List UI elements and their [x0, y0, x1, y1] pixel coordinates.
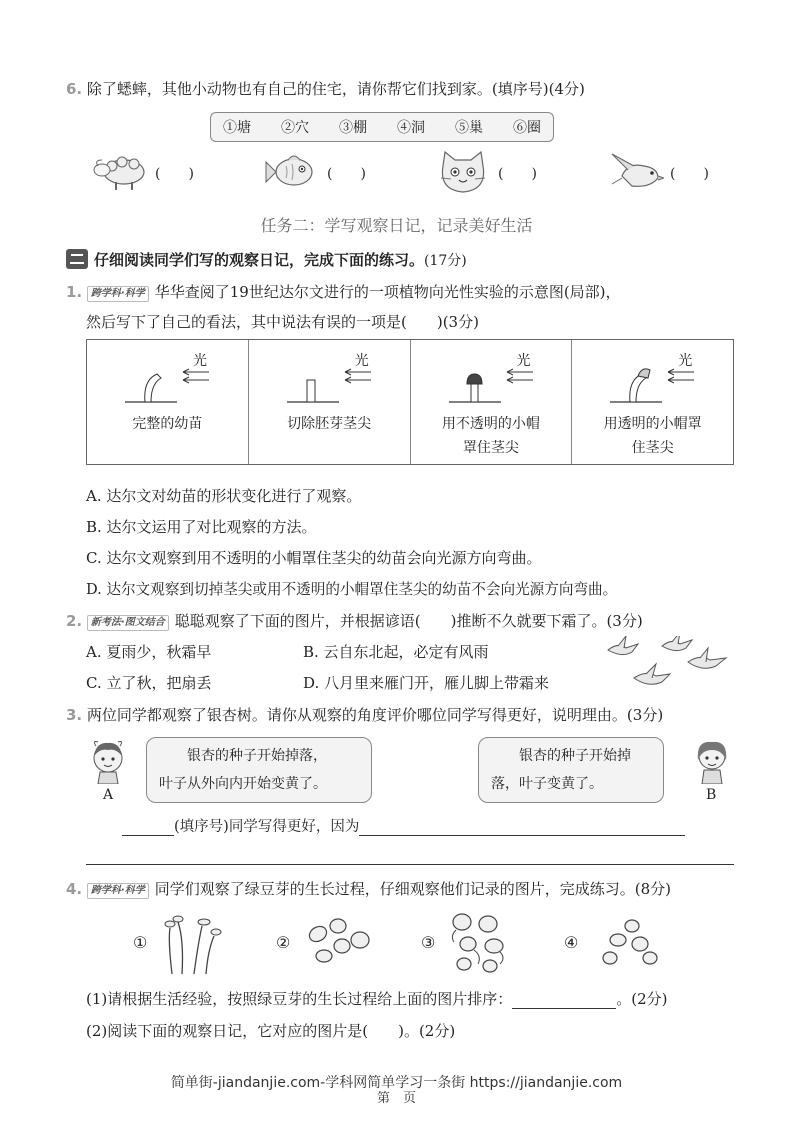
q1-option-d[interactable]: D. 达尔文观察到切掉茎尖或用不透明的小帽罩住茎尖的幼苗不会向光源方向弯曲。	[86, 581, 618, 598]
fish-icon	[264, 150, 322, 198]
q3-answer-text: (填序号)同学写得更好，因为	[174, 819, 360, 835]
light-label: 光	[516, 353, 531, 369]
experiment-diagram	[86, 339, 734, 465]
q1-line1	[66, 281, 621, 302]
answer-paren[interactable]: ( )	[498, 166, 537, 182]
q2-tag: 新考法·图文结合	[87, 615, 169, 631]
q2-text: 聪聪观察了下面的图片，并根据谚语( )推断不久就要下霜了。(3分)	[174, 612, 643, 630]
bean-picture-2	[300, 912, 380, 974]
q2-option-b[interactable]: B. 云自东北起，必定有风雨	[303, 643, 489, 661]
q6-option: ④洞	[397, 120, 425, 136]
footer-watermark: 简单街-jiandanjie.com-学科网简单学习一条街 https://jiandanjie.com	[170, 1075, 623, 1091]
pic-number: ③	[421, 933, 436, 952]
q6-number: 6.	[66, 80, 83, 98]
q3-number: 3.	[66, 706, 83, 724]
bean-picture-3	[444, 910, 514, 980]
q4-text: 同学们观察了绿豆芽的生长过程，仔细观察他们记录的图片，完成练习。(8分)	[154, 880, 671, 898]
q4-sub1-text: (1)请根据生活经验，按照绿豆芽的生长过程给上面的图片排序：	[86, 990, 513, 1008]
q1-option-c[interactable]: C. 达尔文观察到用不透明的小帽罩住茎尖的幼苗会向光源方向弯曲。	[86, 549, 542, 567]
task2-title: 任务二：学写观察日记，记录美好生活	[260, 216, 533, 235]
student-a-avatar	[88, 738, 128, 788]
pic-number: ②	[276, 933, 291, 952]
diagram-cell	[87, 340, 249, 464]
diagram-label: 完整的幼苗	[132, 416, 203, 432]
diagram-cell	[572, 340, 733, 464]
student-b-label: B	[706, 787, 717, 803]
q4-sub1	[86, 988, 668, 1009]
q4-sub1-score: 。(2分)	[616, 990, 668, 1008]
light-label: 光	[354, 353, 369, 369]
cat-icon	[437, 150, 489, 200]
q1-tag: 跨学科·科学	[87, 286, 149, 302]
q6-option: ③棚	[339, 120, 367, 136]
q6-options-box	[210, 112, 554, 142]
bird-icon	[608, 148, 664, 198]
answer-blank[interactable]	[359, 817, 685, 836]
student-a-speech	[146, 737, 372, 803]
diagram-label: 切除胚芽茎尖	[287, 416, 372, 432]
speech-line: 叶子从外向内开始变黄了。	[159, 776, 327, 792]
page-number: 第 页	[376, 1091, 416, 1106]
student-b-speech	[478, 737, 664, 803]
q4-tag: 跨学科·科学	[87, 883, 149, 899]
pic-number: ①	[133, 933, 148, 952]
section-two-icon	[66, 249, 88, 269]
speech-line: 落，叶子变黄了。	[491, 776, 603, 792]
student-b-avatar	[692, 738, 732, 788]
diagram-label: 用透明的小帽罩住茎尖	[603, 416, 702, 456]
q6-option: ②穴	[281, 120, 309, 136]
pic-number: ④	[564, 933, 579, 952]
answer-paren[interactable]: ( )	[155, 166, 194, 182]
geese-illustration	[604, 636, 734, 700]
section2-score: (17分)	[424, 253, 467, 269]
diagram-cell	[411, 340, 573, 464]
sheep-icon	[92, 150, 150, 198]
speech-line: 银杏的种子开始掉	[519, 748, 631, 764]
answer-blank[interactable]	[512, 990, 616, 1009]
speech-line: 银杏的种子开始掉落，	[187, 748, 327, 764]
q6-option: ⑥圈	[513, 120, 541, 136]
student-a-label: A	[103, 787, 114, 803]
q6-option: ①塘	[223, 120, 251, 136]
q1-option-a[interactable]: A. 达尔文对幼苗的形状变化进行了观察。	[86, 487, 362, 505]
answer-blank-line[interactable]	[86, 864, 734, 865]
q1-number: 1.	[66, 283, 83, 301]
q2-number: 2.	[66, 612, 83, 630]
q1-text-line2: 然后写下了自己的看法，其中说法有误的一项是( )(3分)	[86, 313, 479, 331]
section2-title: 仔细阅读同学们写的观察日记，完成下面的练习。	[94, 251, 425, 269]
q2-option-a[interactable]: A. 夏雨少，秋霜早	[86, 643, 212, 661]
q6-option: ⑤巢	[455, 120, 483, 136]
section2-heading	[66, 249, 467, 270]
q6-stem	[66, 78, 585, 99]
q1-text-line1: 华华查阅了19世纪达尔文进行的一项植物向光性实验的示意图(局部)，	[154, 283, 621, 301]
q2-stem	[66, 610, 643, 631]
bean-picture-4	[592, 914, 662, 974]
q6-text: 除了蟋蟀，其他小动物也有自己的住宅，请你帮它们找到家。(填序号)(4分)	[86, 80, 585, 98]
q2-option-d[interactable]: D. 八月里来雁门开，雁儿脚上带霜来	[303, 674, 550, 692]
light-label: 光	[678, 353, 693, 369]
q3-answer-line	[122, 815, 685, 836]
q3-text: 两位同学都观察了银杏树。请你从观察的角度评价哪位同学写得更好，说明理由。(3分)	[86, 706, 664, 724]
q2-option-c[interactable]: C. 立了秋，把扇丢	[86, 674, 212, 692]
q3-stem	[66, 704, 663, 725]
q4-sub2: (2)阅读下面的观察日记，它对应的图片是( )。(2分)	[86, 1022, 456, 1040]
answer-paren[interactable]: ( )	[670, 166, 709, 182]
light-label: 光	[193, 353, 207, 369]
q4-number: 4.	[66, 880, 83, 898]
q1-option-b[interactable]: B. 达尔文运用了对比观察的方法。	[86, 518, 317, 536]
answer-paren[interactable]: ( )	[327, 166, 366, 182]
q4-stem	[66, 878, 671, 899]
diagram-cell	[249, 340, 411, 464]
answer-blank[interactable]	[122, 817, 174, 836]
diagram-label: 用不透明的小帽罩住茎尖	[441, 416, 540, 456]
sprout-picture-1	[158, 910, 224, 980]
